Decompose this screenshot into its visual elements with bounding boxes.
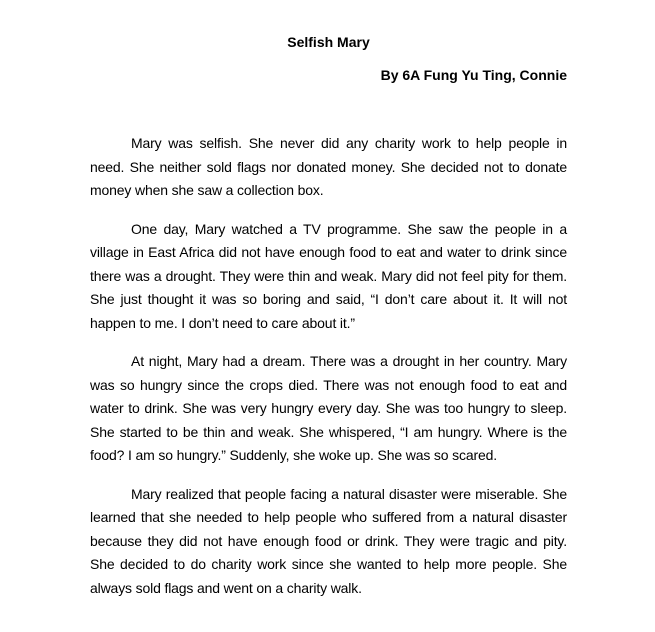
document-body: [90, 132, 567, 615]
paragraph-3: At night, Mary had a dream. There was a drought in her country. Mary was so hungry since the crops died. There was not enough food to eat and water to drink. She was very hungry every day. She was too hungry to sleep. She started to be thin and weak. She whispered, “I am hungry. Where is the food? I am so hungry.” Suddenly, she woke up. She was so scared.: [90, 353, 567, 463]
document-author: By 6A Fung Yu Ting, Connie: [380, 67, 567, 83]
paragraph-1: Mary was selfish. She never did any charity work to help people in need. She neither sold flags nor donated money. She decided not to donate money when she saw a collection box.: [90, 135, 567, 198]
paragraph-2: One day, Mary watched a TV programme. She saw the people in a village in East Africa did not have enough food to eat and water to drink since there was a drought. They were thin and weak. Mary did not feel pity for them. She just thought it was so boring and said, “I don’t care about it. It will not happen to me. I don’t need to care about it.”: [90, 220, 567, 331]
paragraph-4: Mary realized that people facing a natural disaster were miserable. She learned that she needed to help people who suffered from a natural disaster because they did not have enough food or drink. They were tragic and pity. She decided to do charity work since she wanted to help more people. She always sold flags and went on a charity walk.: [90, 485, 567, 596]
document-page: [90, 0, 567, 632]
document-title: Selfish Mary: [287, 34, 370, 50]
